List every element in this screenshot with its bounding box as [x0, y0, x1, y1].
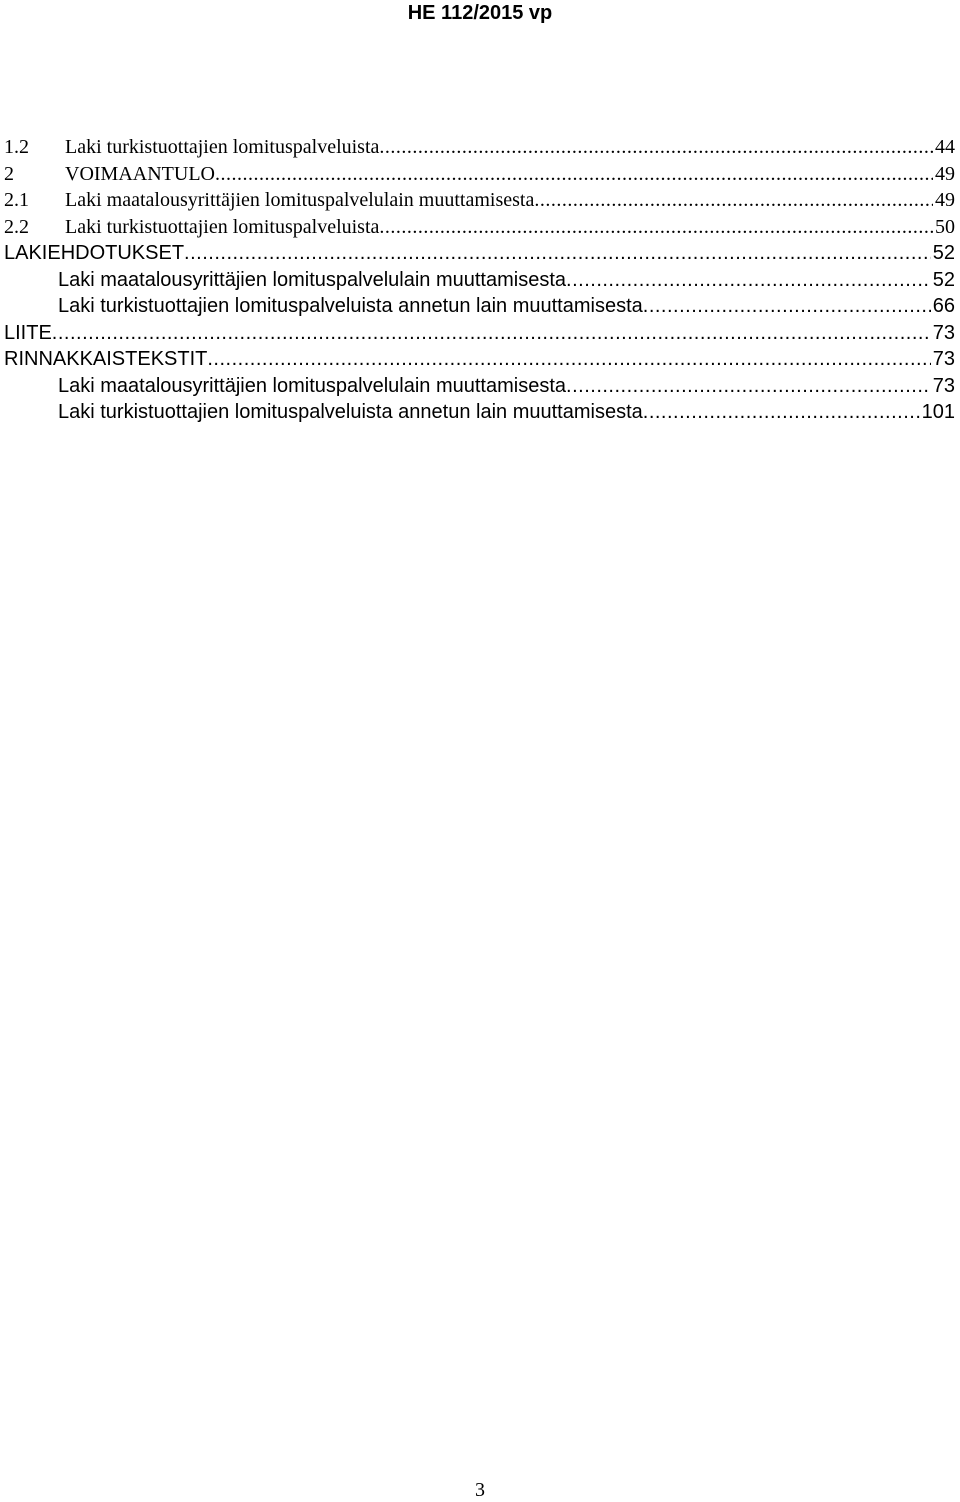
toc-entry-page: 73	[932, 321, 955, 344]
page-number: 3	[475, 1479, 485, 1501]
toc-entry-page: 52	[932, 268, 955, 291]
toc-entry-number: 2.2	[4, 215, 29, 238]
document-id: HE 112/2015 vp	[407, 2, 553, 24]
toc-entry-page: 66	[932, 295, 955, 317]
toc-dot-leader	[643, 293, 931, 320]
toc-entry-page: 73	[932, 348, 955, 370]
toc-entry[interactable]	[4, 134, 955, 161]
toc-dot-leader	[184, 240, 931, 267]
toc-entry-title: Laki turkistuottajien lomituspalveluista	[65, 136, 380, 158]
toc-entry[interactable]	[4, 399, 955, 426]
toc-entry-title: Laki maatalousyrittäjien lomituspalvelulain muuttamisesta	[65, 189, 535, 211]
toc-entry-title: LIITE	[4, 321, 52, 344]
toc-entry[interactable]	[4, 240, 955, 267]
toc-entry-number: 1.2	[4, 136, 29, 158]
toc-entry-page: 49	[935, 162, 955, 185]
toc-entry[interactable]	[4, 346, 955, 373]
toc-dot-leader	[566, 267, 931, 294]
toc-dot-leader	[207, 346, 930, 373]
toc-entry-title: Laki turkistuottajien lomituspalveluista annetun lain muuttamisesta	[58, 401, 643, 423]
toc-dot-leader	[379, 214, 933, 241]
toc-entry-title: RINNAKKAISTEKSTIT	[4, 348, 208, 370]
toc-dot-leader	[534, 187, 933, 214]
toc-entry[interactable]	[4, 214, 955, 241]
toc-entry-title: Laki maatalousyrittäjien lomituspalvelulain muuttamisesta	[58, 374, 567, 397]
toc-entry-title: LAKIEHDOTUKSET	[4, 242, 185, 264]
toc-dot-leader	[52, 320, 931, 347]
toc-entry[interactable]	[4, 293, 955, 320]
toc-entry[interactable]	[4, 373, 955, 400]
toc-dot-leader	[643, 399, 920, 426]
toc-entry-page: 52	[932, 242, 955, 264]
toc-entry-title: Laki turkistuottajien lomituspalveluista	[65, 215, 380, 238]
toc-dot-leader	[379, 134, 933, 161]
toc-entry[interactable]	[4, 161, 955, 188]
toc-entry[interactable]	[4, 320, 955, 347]
toc-entry-page: 101	[921, 401, 955, 423]
toc-dot-leader	[215, 161, 933, 188]
toc-entry-title: Laki maatalousyrittäjien lomituspalvelulain muuttamisesta	[58, 268, 567, 291]
toc-entry-page: 49	[935, 189, 955, 211]
toc-entry[interactable]	[4, 187, 955, 214]
toc-entry[interactable]	[4, 267, 955, 294]
toc-entry-page: 73	[932, 374, 955, 397]
toc-entry-number: 2	[4, 162, 14, 185]
toc-dot-leader	[566, 373, 931, 400]
document-header	[0, 0, 960, 30]
toc-entry-title: Laki turkistuottajien lomituspalveluista annetun lain muuttamisesta	[58, 295, 643, 317]
toc-entry-page: 50	[935, 215, 955, 238]
toc-entry-page: 44	[935, 136, 955, 158]
toc-entry-title: VOIMAANTULO	[65, 162, 215, 185]
table-of-contents	[4, 134, 955, 426]
toc-entry-number: 2.1	[4, 189, 29, 211]
